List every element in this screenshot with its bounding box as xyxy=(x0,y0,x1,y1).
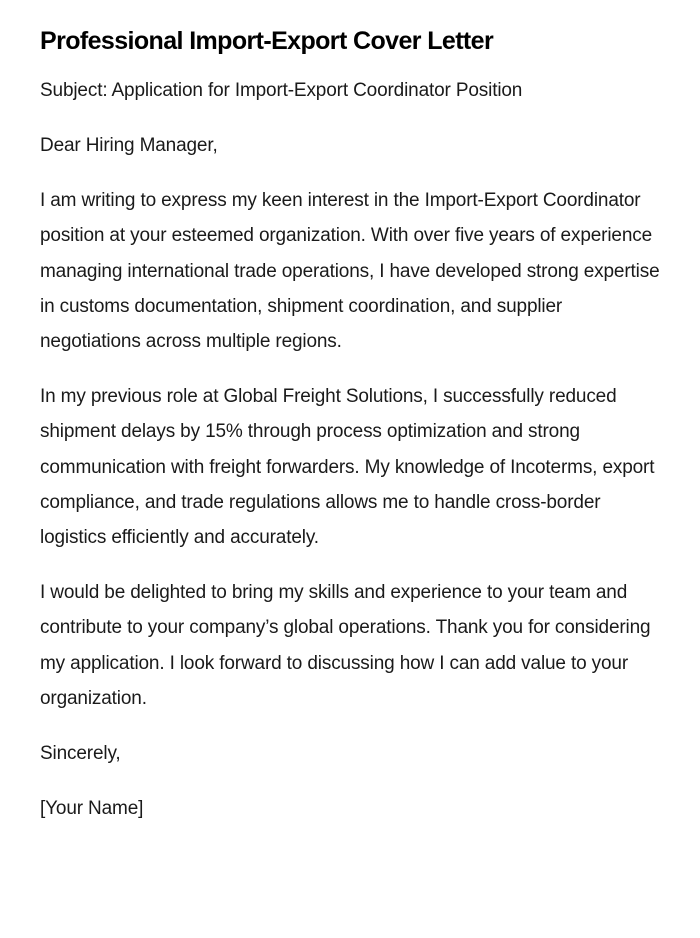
signature-placeholder: [Your Name] xyxy=(40,798,144,820)
subject-line: Subject: Application for Import-Export Coordinator Position xyxy=(40,80,523,101)
salutation: Dear Hiring Manager, xyxy=(40,135,218,156)
closing-phrase: Sincerely, xyxy=(40,743,121,765)
document-title: Professional Import-Export Cover Letter xyxy=(40,27,494,55)
body-paragraph-experience: In my previous role at Global Freight Solutions, I successfully reduced shipment delays by 15% through process optimization and strong communication with freight forwarders. My knowledge of Incoterms, export compliance, and trade regulations allows me to handle cross-border logistics efficiently and accurately. xyxy=(40,386,655,549)
body-paragraph-closing: I would be delighted to bring my skills and experience to your team and contribute to your company’s global operations. Thank you for considering my application. I look forward to discussing how I can add value to your organization. xyxy=(40,582,651,709)
body-paragraph-intro: I am writing to express my keen interest in the Import-Export Coordinator position at your esteemed organization. With over five years of experience managing international trade operations, I have developed strong expertise in customs documentation, shipment coordination, and supplier negotiations across multiple regions. xyxy=(40,190,660,353)
